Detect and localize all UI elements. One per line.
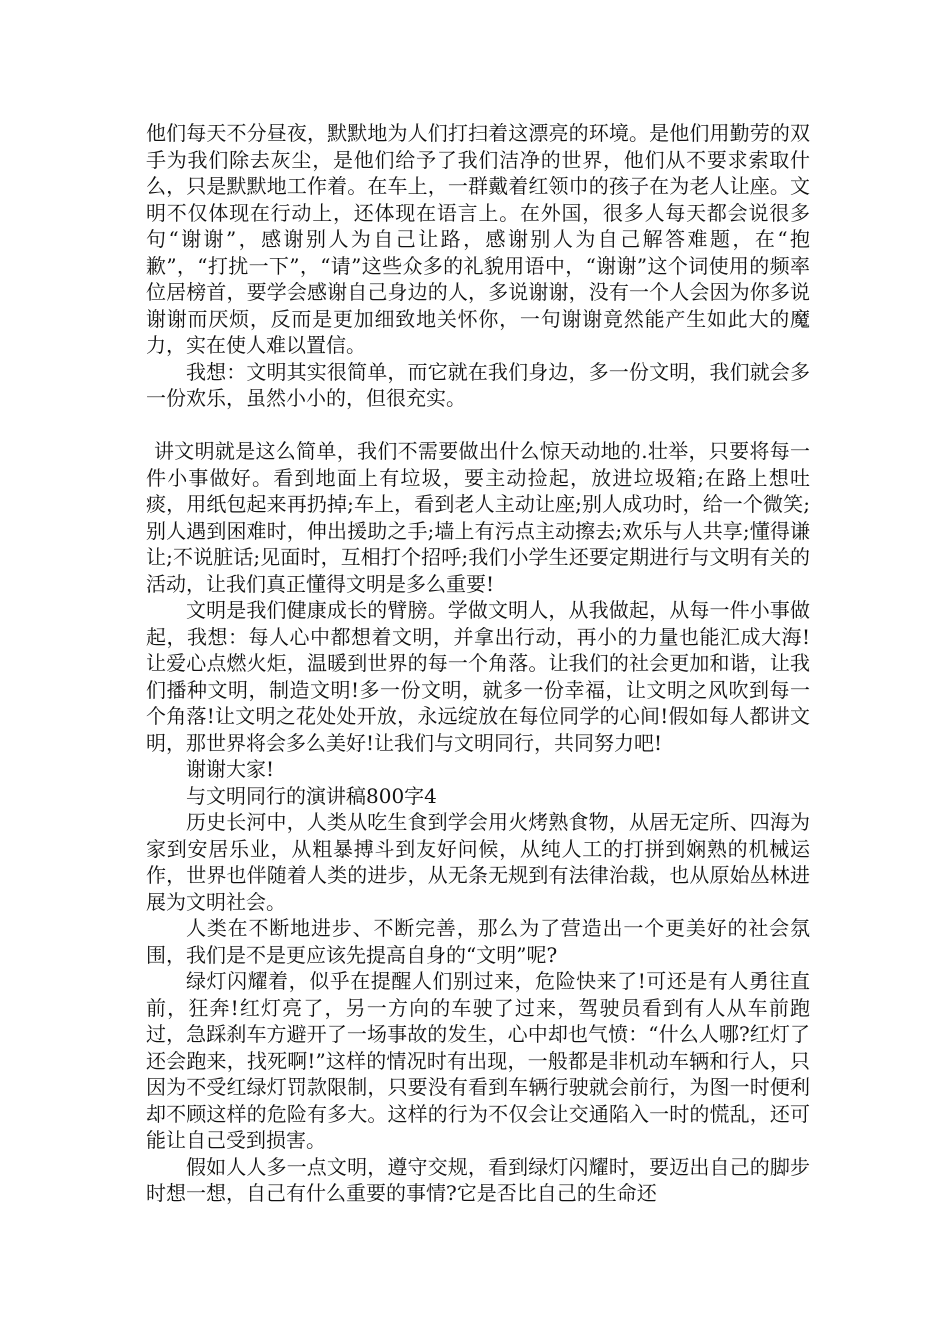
paragraph-i-think: 我想：文明其实很简单，而它就在我们身边，多一份文明，我们就会多一份欢乐，虽然小小的，但很充实。 [146,359,810,410]
paragraph-if-everyone: 假如人人多一点文明，遵守交规，看到绿灯闪耀时，要迈出自己的脚步时想一想，自己有什么重要的事情?它是否比自己的生命还 [146,1154,810,1205]
paragraph-history: 历史长河中，人类从吃生食到学会用火烤熟食物，从居无定所、四海为家到安居乐业，从粗暴搏斗到友好问候，从纯人工的打拼到娴熟的机械运作，世界也伴随着人类的进步，从无条无规到有法律治裁，也从原始丛林进展为文明社会。 [146,810,810,914]
document-page [146,120,810,1207]
paragraph-traffic-light: 绿灯闪耀着，似乎在提醒人们别过来，危险快来了!可还是有人勇往直前，狂奔!红灯亮了，另一方向的车驶了过来，驾驶员看到有人从车前跑过，急踩刹车方避开了一场事故的发生，心中却也气愤：“什么人哪?红灯了还会跑来，找死啊!”这样的情况时有出现，一般都是非机动车辆和行人，只因为不受红绿灯罚款限制，只要没有看到车辆行驶就会前行，为图一时便利却不顾这样的危险有多大。这样的行为不仅会让交通陷入一时的慌乱，还可能让自己受到损害。 [146,969,810,1152]
paragraph-civility-arms: 文明是我们健康成长的臂膀。学做文明人，从我做起，从每一件小事做起，我想：每人心中都想着文明，并拿出行动，再小的力量也能汇成大海!让爱心点燃火炬，温暖到世界的每一个角落。让我们的社会更加和谐，让我们播种文明，制造文明!多一份文明，就多一份幸福，让文明之风吹到每一个角落!让文明之花处处开放，永远绽放在每位同学的心间!假如每人都讲文明，那世界将会多么美好!让我们与文明同行，共同努力吧! [146,598,810,755]
section-heading: 与文明同行的演讲稿800字4 [186,783,437,808]
paragraph-thanks-everyone: 谢谢大家! [186,757,275,781]
paragraph-civility-is-simple: 讲文明就是这么简单，我们不需要做出什么惊天动地的.壮举，只要将每一件小事做好。看到地面上有垃圾，要主动捡起，放进垃圾箱;在路上想吐痰，用纸包起来再扔掉;车上，看到老人主动让座;别人成功时，给一个微笑;别人遇到困难时，伸出援助之手;墙上有污点主动擦去;欢乐与人共享;懂得谦让;不说脏话;见面时，互相打个招呼;我们小学生还要定期进行与文明有关的活动，让我们真正懂得文明是多么重要! [146,439,810,596]
paragraph-cleaners-and-thanks: 他们每天不分昼夜，默默地为人们打扫着这漂亮的环境。是他们用勤劳的双手为我们除去灰尘，是他们给予了我们洁净的世界，他们从不要求索取什么，只是默默地工作着。在车上，一群戴着红领巾的孩子在为老人让座。文明不仅体现在行动上，还体现在语言上。在外国，很多人每天都会说很多句“谢谢”，感谢别人为自己让路，感谢别人为自己解答难题，在“抱歉”，“打扰一下”，“请”这些众多的礼貌用语中，“谢谢”这个词使用的频率位居榜首，要学会感谢自己身边的人，多说谢谢，没有一个人会因为你多说谢谢而厌烦，反而是更加细致地关怀你，一句谢谢竟然能产生如此大的魔力，实在使人难以置信。 [146,121,810,357]
paragraph-progress: 人类在不断地进步、不断完善，那么为了营造出一个更美好的社会氛围，我们是不是更应该先提高自身的“文明”呢? [146,916,810,967]
paragraph-spacer [146,412,810,439]
